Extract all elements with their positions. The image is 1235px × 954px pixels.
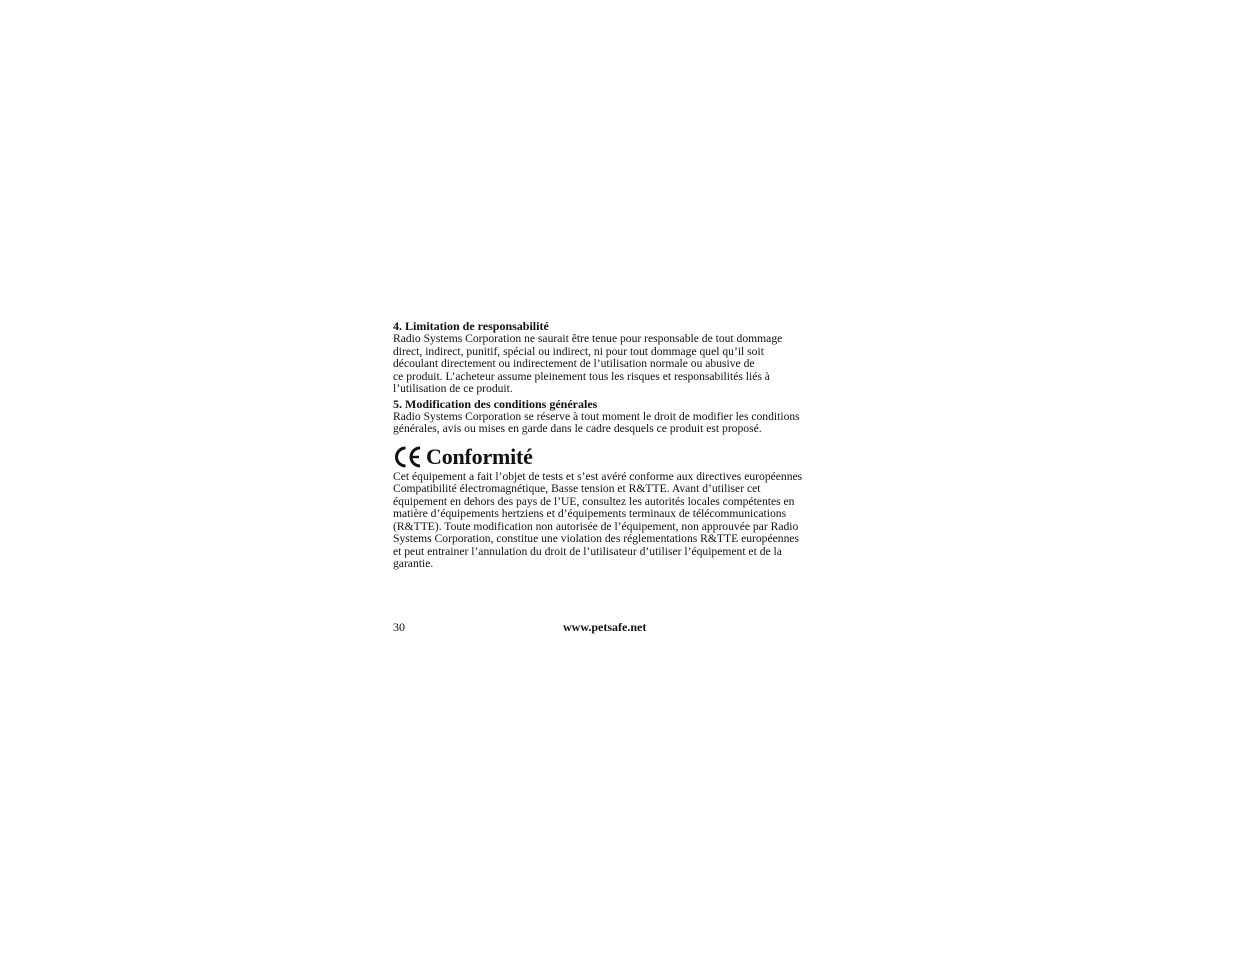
ce-mark-icon [393, 445, 423, 469]
page-content [393, 320, 845, 572]
section-heading-terms: 5. Modification des conditions générales [393, 396, 598, 411]
section-heading-liability: 4. Limitation de responsabilité [393, 319, 549, 333]
page-number: 30 [393, 620, 405, 634]
conformity-body: Cet équipement a fait l’objet de tests et s’est avéré conforme aux directives européennes Compatibilité électromagnétique, Basse tension et R&TTE. Avant d’utiliser cet équipement en dehors des pays de l’UE, consultez les autorités locales compétentes en matière d’équipements hertziens et d’équipements terminaux de télécommunications (R&TTE). Toute modification non autorisée de l’équipement, non approuvée par Radio Systems Corporation, constitue une violation des réglementations R&TTE européennes et peut entrainer l’annulation du droit de l’utilisateur d’utiliser l’équipement et de la garantie. [393, 469, 803, 570]
footer-url: www.petsafe.net [563, 620, 647, 634]
page-footer [393, 619, 845, 635]
section-body-liability: Radio Systems Corporation ne saurait être tenue pour responsable de tout dommage direct, indirect, punitif, spécial ou indirect, ni pour tout dommage quel qu’il soit découlant directement ou indirectement de l’utilisation normale ou abusive de ce produit. L’acheteur assume pleinement tous les risques et responsabilités liés à l’utilisation de ce produit. [393, 332, 783, 395]
section-body-terms: Radio Systems Corporation se réserve à tout moment le droit de modifier les conditions générales, avis ou mises en garde dans le cadre desquels ce produit est proposé. [393, 409, 800, 435]
conformity-title: Conformité [426, 443, 533, 469]
conformity-heading [393, 445, 845, 469]
